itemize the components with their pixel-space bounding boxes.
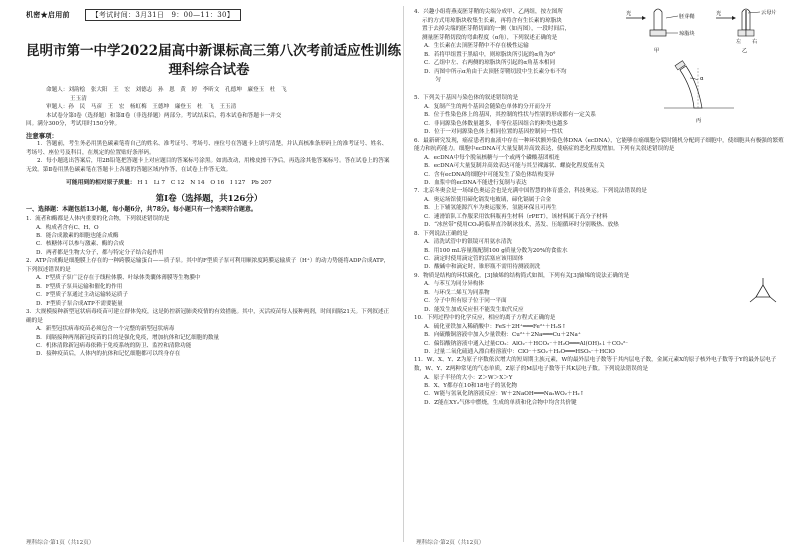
q8-option-a: A．清洗试管中的银镜可用氨水清洗 bbox=[424, 239, 512, 246]
agar-left-yi bbox=[738, 30, 746, 36]
q9-option-b: B．与环戊二烯互为同系物 bbox=[424, 289, 490, 296]
question-10: 10．下列过程中的化学反应，相应的离子方程式正确的是 bbox=[414, 315, 556, 322]
confidential-header bbox=[26, 10, 392, 20]
label-bing: 丙 bbox=[696, 118, 702, 124]
question-6: 6．最新研究发现，癌症患者的血液中存在一种环状额外染色体DNA（ecDNA），它能够在癌细胞分裂时随机分配到子细胞中，使细胞具有极强的繁殖能力和抗药能力。细胞中ecDNA可大量复制并高效表达，使癌症的恶化程度增加。下列有关叙述错误的是 bbox=[414, 137, 784, 153]
q6-option-c: C．含有ecDNA的细胞中可能发生了染色体结构变异 bbox=[424, 171, 555, 178]
reviewers-line: 审题人：孙 民 马彦 王 宏 杨虹梅 王德坤 廉登玉 杜 飞 王玉清 bbox=[46, 104, 237, 111]
tip-label: 胚芽鞘 bbox=[679, 14, 695, 20]
q1-option-a: A．构成者含有C、H、O bbox=[36, 224, 99, 231]
light-label-jia: 光 bbox=[626, 11, 632, 17]
label-jia: 甲 bbox=[654, 48, 660, 54]
q11-option-a: A．原子半径的大小：Z＞W＞X＞Y bbox=[424, 374, 513, 381]
note-2: 2．每小题选出答案后，用2B铅笔把答题卡上对应题目的答案标号涂黑。如需改动，用橡皮擦干净后，再选涂其他答案标号。答在试卷上的答案无效。第Ⅱ卷用黑色碳素笔在答题卡上各题的答题区域内作答，在试卷上作答无效。 bbox=[26, 158, 390, 173]
q4-line: 置于去掉尖端的胚芽鞘切面的一侧（如丙图），一段时间后， bbox=[422, 26, 571, 33]
q11-option-d: D．Z能在XY₂气体中燃烧，生成的单质和化合物中均含共价键 bbox=[424, 399, 577, 406]
q8-option-d: D．酸碱中和滴定时，锥形瓶不需用待测液润洗 bbox=[424, 264, 541, 271]
q4-option-d: D．丙图中所示α角由于去顶胚芽鞘切段中生长素分布不均 bbox=[424, 68, 567, 75]
part-1-heading: 第Ⅰ卷（选择题，共126分） bbox=[155, 194, 263, 205]
q10-option-a: A．硫化亚铁加入稀硝酸中：FeS＋2H⁺═══Fe²⁺＋H₂S↑ bbox=[424, 323, 567, 330]
coleoptile-diagram bbox=[624, 8, 784, 128]
q8-option-b: B．用100 mL容量瓶配制100 g质量分数为20%的食盐水 bbox=[424, 247, 568, 254]
page-1-footer bbox=[26, 538, 392, 546]
authors-line-2: 王玉清 bbox=[70, 95, 87, 102]
question-5: 5．下列关于基因与染色体的叙述错误的是 bbox=[414, 95, 519, 102]
page-2-footer bbox=[416, 538, 784, 546]
q4-option-d-cont: 匀 bbox=[424, 77, 441, 83]
question-9-block bbox=[414, 272, 784, 314]
q9-option-d: D．能发生加成反应但不能发生取代反应 bbox=[424, 306, 524, 313]
q2-option-c: C．F型质子泵通过主动运输转运质子 bbox=[36, 292, 129, 299]
q2-option-a: A．F型质子泵广泛存在于线粒体膜、叶绿体类囊体薄膜等生物膜中 bbox=[36, 275, 201, 282]
question-4 bbox=[414, 8, 624, 84]
intro-line-1: 本试卷分第Ⅰ卷（选择题）和第Ⅱ卷（非选择题）两部分。考试结束后，将本试卷和答题卡一并交 bbox=[46, 112, 282, 119]
q6-option-a: A．ecDNA中每个脱氧核糖与一个或两个磷酸基团相连 bbox=[424, 154, 560, 161]
q3-option-b: B．间隔接种两剂新冠疫苗的目的是强化免疫，增加抗体和记忆细胞的数量 bbox=[36, 334, 220, 341]
section-1-instructions: 一、选择题：本题包括13小题，每小题6分，共78分。每小题只有一个选项符合题意。 bbox=[26, 206, 257, 214]
q9-option-a: A．与苯互为同分异构体 bbox=[424, 281, 484, 288]
light-arrowhead-jia bbox=[642, 16, 646, 20]
q5-option-c: C．非同源染色体数量越多，非等位基因组合的种类也越多 bbox=[424, 120, 569, 127]
q1-option-b: B．能合成激素的细胞也能合成酶 bbox=[36, 232, 119, 239]
q4-option-a: A．生长素在去顶胚芽鞘中不存在极性运输 bbox=[424, 43, 529, 50]
q4-option-c: C．乙组中左、右两侧的琼脂块所引起的α角基本相同 bbox=[424, 60, 556, 67]
tip-pointer bbox=[666, 16, 678, 18]
q2-option-b: B．F型质子泵具运输和催化的作用 bbox=[36, 283, 123, 290]
q7-option-b: B．上下辅氢能源汽车为奥运服务，氢能环保且可再生 bbox=[424, 205, 557, 212]
question-1: 1．流者和酶都是人体内重要的化合物，下列叙述错误的是 bbox=[26, 215, 170, 222]
agar-right-yi bbox=[746, 30, 754, 36]
question-2: 2．ATP合成酶是细胞膜上存在的一种跨膜运输蛋白——质子泵。其中的F型质子泵可利用顺浓度跨膜运输质子（H⁺）的动力势能将ADP合成ATP，下列叙述错误的是 bbox=[26, 258, 390, 273]
q6-option-d: D．血浆中的ecDNA不能进行复制与表达 bbox=[424, 180, 527, 187]
q4-line: 测量胚芽鞘切段的弯曲程度（α角），下列叙述正确的是 bbox=[422, 34, 558, 41]
agar-label: 琼脂块 bbox=[679, 31, 695, 37]
page-2 bbox=[404, 0, 794, 550]
q7-option-c: C．速滑馆队工作服采用饮料瓶再生材料（rPET），该材料属于高分子材料 bbox=[424, 213, 608, 220]
secret-mark: 机密★启用前 bbox=[26, 10, 70, 19]
authors-line-1: 命题人：刘韵桧 张大阳 王 宏 刘德志 孙 恩 黄 婷 李昕文 孔德坤 廉登玉 杜 飞 bbox=[46, 87, 287, 93]
q4-option-b: B．若将甲组置于黑暗中，则琼脂块所引起的α角为0° bbox=[424, 51, 556, 58]
q4-line: 4．兴趣小组将燕麦胚芽鞘的尖端分成甲、乙两组，按左图所 bbox=[414, 9, 563, 15]
q2-option-d: D．F型质子泵合成ATP不需要能量 bbox=[36, 300, 123, 307]
q3-option-a: A．新型冠状病毒疫苗必须包含一个完整的新型冠状病毒 bbox=[36, 326, 175, 333]
question-3: 3．大规模接种新型冠状病毒疫苗可建立群体免疫，这是防控新冠肺炎疫情的有效措施。其中，灭活疫苗每人接种两剂，时间间隔21天。下列叙述正确的是 bbox=[26, 308, 390, 324]
q11-option-b: B．X、Y都存在10和18电子的氢化物 bbox=[424, 382, 518, 389]
page-1-number: 理科综合·第1页（共12页） bbox=[26, 540, 95, 546]
q10-option-c: C．偏铝酸钠溶液中通入过量CO₂：AlO₂⁻＋HCO₃⁻＋H₂O═══Al(OH)₃↓＋CO₃²⁻ bbox=[424, 340, 629, 347]
paper-title: 昆明市第一中学2022届高中新课标高三第八次考前适应性训练 bbox=[26, 43, 402, 59]
q7-option-a: A．奥运场馆使用碲化镉发电玻璃，碲化镉属于合金 bbox=[424, 197, 552, 204]
radialene-structure-icon bbox=[746, 276, 780, 306]
agar-block-jia bbox=[650, 30, 666, 36]
masses-values: H 1 Li 7 C 12 N 14 O 16 I 127 Pb 207 bbox=[137, 180, 272, 187]
bent-coleoptile bbox=[680, 66, 702, 108]
q5-option-d: D．位于一对同源染色体上相同位置的基因控制同一性状 bbox=[424, 129, 563, 136]
light-label-yi: 光 bbox=[716, 11, 722, 17]
paper-subtitle: 理科综合试卷 bbox=[168, 62, 250, 78]
q1-option-c: C．核糖体可以参与激素、酶的合成 bbox=[36, 241, 125, 248]
q6-option-b: B．ecDNA可大量复制并高效表达可能与其呈裸露状、螺旋化程度低有关 bbox=[424, 163, 605, 170]
question-7: 7．北京冬奥会是一场绿色奥运会也是充满中国智慧的体育盛会，科技奥运。下列说法错误的是 bbox=[414, 188, 647, 195]
intro-line-2: 回。满分300分，考试用时150分钟。 bbox=[26, 121, 121, 128]
question-11: 11．W、X、Y、Z为原子序数依次增大的短周期主族元素，W的最外层电子数等于其内层电子数，金属元素X的原子核外电子数等于Y的最外层电子数，W、Y、Z两种常见的气态单质，Z原子的M层电子数等于其K层电子数。下列说法错误的是 bbox=[414, 357, 777, 372]
q11-option-c: C．W能与氢氧化钠溶液反应：W＋2NaOH═══Na₂WO₂＋H₂↑ bbox=[424, 391, 585, 398]
q7-option-d: D．“冰丝带”使用CO₂跨临界直冷制冰技术，蒸发、压缩循环时分别吸热、放热 bbox=[424, 222, 619, 229]
question-8: 8．下列说法正确的是 bbox=[414, 230, 468, 237]
right-label: 右 bbox=[752, 39, 758, 45]
page-2-number: 理科综合·第2页（共12页） bbox=[416, 540, 485, 546]
left-label: 左 bbox=[736, 39, 742, 45]
q5-option-a: A．复制产生的两个基因会随染色单体的分开而分开 bbox=[424, 104, 552, 110]
q8-option-c: C．滴定时使用滴定管的活塞应该用固体 bbox=[424, 256, 524, 263]
exam-time-box: 【考试时间：3月31日 9：00—11：30】 bbox=[85, 9, 241, 21]
q4-line: 示的方式用琼脂块收集生长素，再将含有生长素的琼脂块 bbox=[422, 17, 562, 24]
coleoptile-tip-jia bbox=[654, 9, 662, 30]
question-9: 9．物质是结构的环状碳化，[3]轴烯的结构简式如图，下列有关[3]轴烯的说法正确的是 bbox=[414, 272, 630, 279]
q3-option-c: C．机体清除新冠病毒依赖于免疫系统的防卫、监控和清除功能 bbox=[36, 342, 192, 349]
relative-atomic-masses bbox=[66, 177, 392, 186]
q10-option-b: B．向硫酸铜溶液中加入少量铁粉：Cu²⁺＋2Na═══Cu＋2Na⁺ bbox=[424, 332, 581, 339]
q5-option-b: B．位于性染色体上的基因，其控制的性状与性别的形成都有一定关系 bbox=[424, 112, 596, 119]
mica-label: 云母片 bbox=[761, 10, 777, 16]
note-1: 1．答题前，考生务必用黑色碳素笔将自己的姓名、准考证号、考场号、座位号在答题卡上填写清楚，并认真核准条形码上的准考证号、姓名、考场号、座位号及科目，在规定的位置贴好条形码。 bbox=[26, 140, 388, 156]
q3-option-d: D．接种疫苗后，人体内的抗体和记忆细胞都可以终身存在 bbox=[36, 351, 181, 358]
q9-option-c: C．分子中所有原子位于同一平面 bbox=[424, 298, 507, 305]
masses-label: 可能用到的相对原子质量： bbox=[66, 180, 136, 187]
light-arrowhead-yi bbox=[732, 16, 736, 20]
coleoptile-figure bbox=[624, 8, 784, 128]
q1-option-d: D．两者都是生物大分子，都与特定分子结合起作用 bbox=[36, 249, 164, 256]
q10-option-d: D．过量二氧化硫通入漂白粉溶液中：ClO⁻＋SO₂＋H₂O═══HSO₃⁻＋HClO bbox=[424, 348, 615, 355]
alpha-label: α bbox=[700, 76, 704, 82]
notes-heading: 注意事项： bbox=[26, 131, 58, 140]
label-yi: 乙 bbox=[742, 48, 748, 54]
